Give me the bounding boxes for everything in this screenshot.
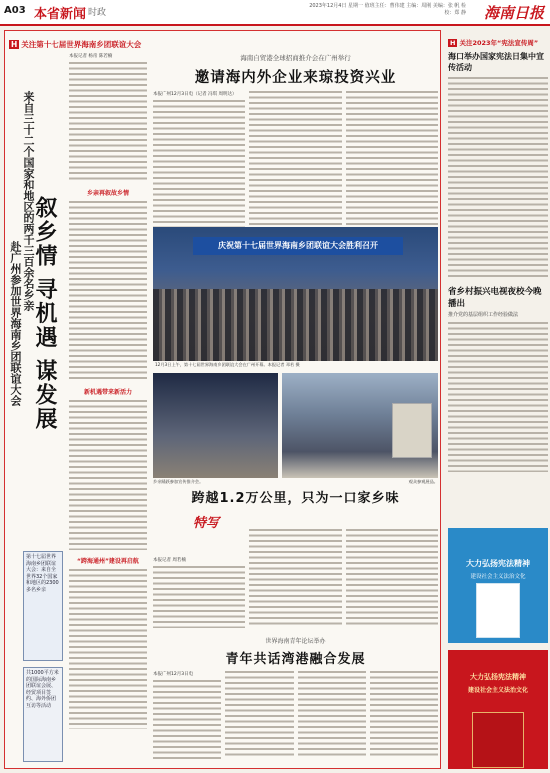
body-text (69, 400, 147, 550)
body-text (298, 671, 366, 759)
forum-body[interactable] (153, 671, 438, 763)
body-text (448, 322, 548, 472)
ad-line: 大力弘扬宪法精神 (466, 559, 530, 568)
body-text (448, 77, 548, 277)
headline-title: 叙乡情 寻机遇 谋发展 (32, 196, 58, 432)
constitution-ad-blue[interactable] (448, 528, 548, 643)
booth-photo[interactable] (153, 373, 278, 478)
headline-subtitle: 赴广州参加世界海南乡团联谊大会 (9, 241, 22, 406)
main-body[interactable] (153, 91, 438, 231)
photo-caption: 乡亲踊跃参加宣传推介会。 (153, 479, 204, 484)
headline-kicker: 来自三十二个国家和地区的两千三百余名乡亲 (22, 91, 35, 311)
news-headline[interactable]: 海口举办国家宪法日集中宣传活动 (448, 52, 544, 72)
feature-body[interactable] (153, 529, 438, 629)
news-headline[interactable]: 省乡村振兴电视夜校今晚播出 (448, 287, 542, 309)
photo-banner: 庆祝第十七届世界海南乡团联谊大会胜利召开 (193, 237, 403, 255)
info-box: 共1000平方米的国际海南乡团联谊会展、经贸项目签约、海外侨团互访等活动 (23, 667, 63, 762)
feature-body[interactable] (69, 53, 147, 763)
topic-banner[interactable] (9, 39, 141, 50)
ad-line: 大力弘扬宪法精神 (470, 673, 526, 681)
photo-caption: 12月3日上午，第十七届世界海南乡团联谊大会在广州开幕。本报记者 邓若 摄 (153, 361, 438, 369)
feature-logo: 特写 (193, 516, 220, 531)
body-text (69, 569, 147, 729)
editor-meta: 2023年12月4日 星期一 值班主任：曹伟建 主编：周刚 美编：张 帆 检校：郑 静 (309, 3, 466, 16)
exhibit-panel (392, 403, 432, 458)
page-number: A03 (4, 5, 26, 16)
body-text (225, 671, 293, 759)
byline: 本报记者 杨帝 陈若楠 (69, 54, 113, 59)
body-text (370, 671, 438, 759)
section-subhead: 乡亲再叙故乡情 (86, 190, 129, 197)
section-subhead: 新机遇带来新活力 (83, 389, 132, 396)
body-text (153, 680, 221, 760)
topic-frame (4, 30, 441, 769)
body-text (249, 529, 341, 627)
headline-title: 青年共话湾港融合发展 (225, 652, 366, 667)
constitution-book-icon (476, 583, 520, 638)
topic-tag-icon: H (450, 39, 456, 47)
page-header (0, 0, 550, 26)
body-text (69, 62, 147, 182)
photo-caption: 观众参观展品。 (408, 479, 438, 484)
topic-banner[interactable] (448, 38, 548, 47)
ad-line: 建设社会主义法治文化 (470, 574, 526, 580)
forum-headline[interactable] (153, 636, 438, 667)
right-column (448, 30, 548, 769)
news-subheadline: 推介党的基层组织工作经验做法 (448, 312, 519, 318)
body-text (346, 529, 438, 627)
masthead-logo: 海南日报 (483, 4, 544, 22)
headline-kicker: 世界海南青年论坛举办 (265, 638, 326, 645)
section-subhead: “跨海通州”建设再启航 (77, 558, 139, 565)
topic-tag-icon: H (11, 40, 18, 49)
byline: 本报记者 周若楠 (153, 558, 186, 563)
topic-text: 关注第十七届世界海南乡团联谊大会 (21, 40, 142, 49)
topic-text: 关注2023年“宪法宣传周” (459, 39, 539, 47)
headline-title: 邀请海内外企业来琼投资兴业 (194, 70, 397, 86)
body-text (249, 91, 341, 227)
photo-crowd (153, 289, 438, 369)
byline: 本报广州12月3日电 (153, 672, 194, 677)
body-text (346, 91, 438, 227)
byline: 本报广州12月3日电（记者 冯琪 周明达） (153, 92, 237, 97)
info-box: 第十七届世界海南乡团联谊大会：来自全世界32个国家和地区的2300多名乡亲 (23, 551, 63, 661)
photo-captions (153, 479, 438, 485)
constitution-book-icon (472, 712, 524, 768)
subsection-title: 时政 (88, 8, 107, 18)
constitution-ad-red[interactable] (448, 650, 548, 769)
exhibit-photo[interactable] (282, 373, 438, 478)
body-text (153, 566, 245, 628)
main-headline[interactable] (153, 53, 438, 87)
body-text (69, 201, 147, 381)
feature-headline[interactable]: 跨越1.2万公里，只为一口家乡味 (191, 491, 400, 506)
ad-line: 建设社会主义法治文化 (467, 687, 528, 694)
headline-kicker: 海南自贸港全球招商推介会在广州举行 (240, 54, 351, 62)
body-text (153, 100, 245, 228)
event-photo[interactable] (153, 227, 438, 369)
section-title[interactable]: 本省新闻 (34, 7, 87, 22)
